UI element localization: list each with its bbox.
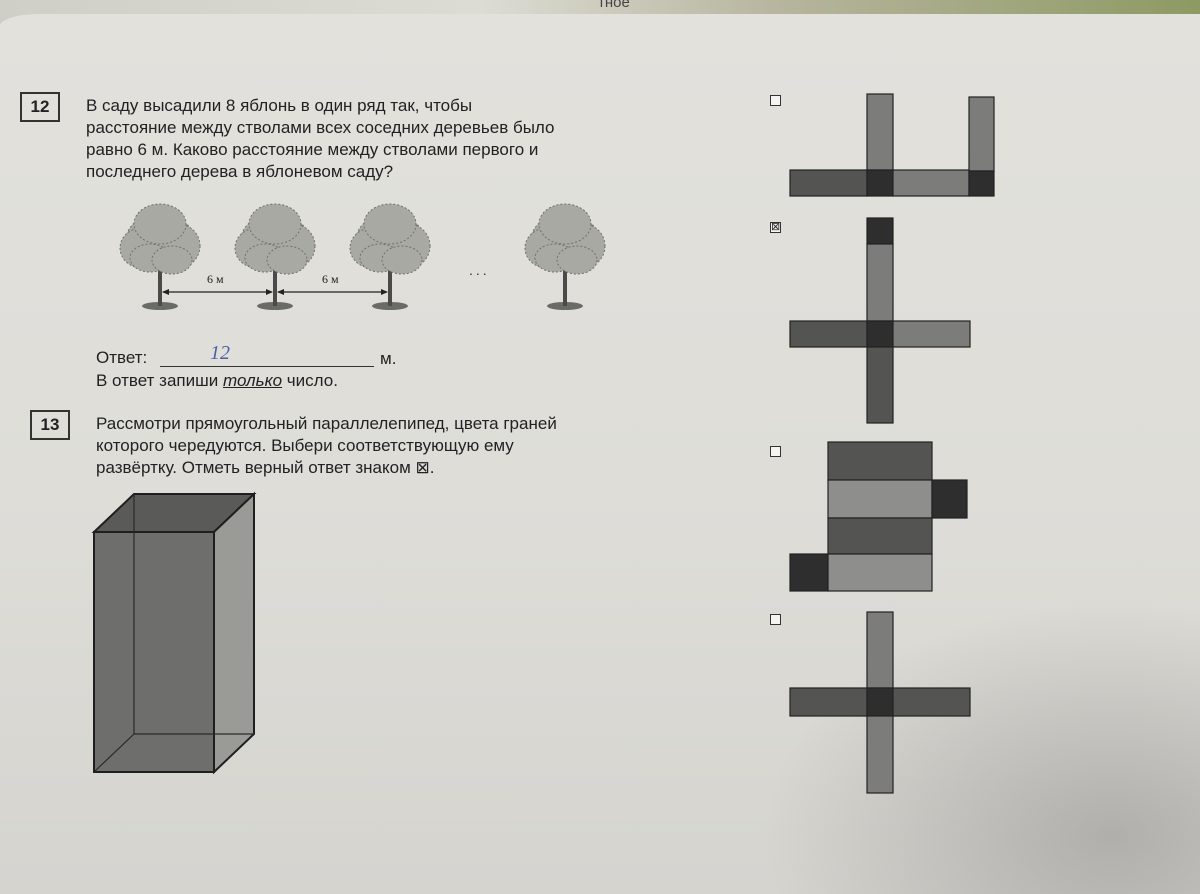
answer-input[interactable]: 12 xyxy=(210,342,230,364)
header-fragment: тное xyxy=(598,0,630,11)
net-face xyxy=(867,688,893,716)
net-face xyxy=(828,518,932,554)
task-12-line: равно 6 м. Каково расстояние между стволами первого и xyxy=(86,140,539,159)
task-13-text xyxy=(96,413,614,479)
net-face xyxy=(828,442,932,480)
front-face xyxy=(94,532,214,772)
distance-label-2: 6 м xyxy=(322,272,339,286)
option-2-checkbox[interactable]: ⊠ xyxy=(771,221,781,233)
arrow-head xyxy=(277,289,284,295)
answer-label: Ответ: xyxy=(96,348,148,367)
tree-crown xyxy=(382,246,422,274)
task-12-line: последнего дерева в яблоневом саду? xyxy=(86,162,394,181)
task-13-line: Рассмотри прямоугольный параллелепипед, цвета граней xyxy=(96,414,557,433)
net-option-2 xyxy=(790,218,972,426)
net-face xyxy=(867,244,893,321)
net-option-3 xyxy=(790,442,970,594)
net-face xyxy=(867,218,893,244)
answer-unit: м. xyxy=(380,349,397,368)
tree-crown xyxy=(152,246,192,274)
tree-crown xyxy=(267,246,307,274)
tree-crown xyxy=(249,204,301,244)
net-option-4 xyxy=(790,612,972,796)
instruction-text: число. xyxy=(282,371,338,390)
tree-crown xyxy=(364,204,416,244)
task-12-number: 12 xyxy=(20,92,60,122)
net-face xyxy=(867,170,893,196)
answer-instruction xyxy=(96,370,338,392)
answer-line xyxy=(160,366,374,367)
option-4-checkbox[interactable] xyxy=(770,614,781,625)
net-face xyxy=(828,480,932,518)
parallelepiped-figure xyxy=(90,490,260,780)
arrow-head xyxy=(266,289,273,295)
net-face xyxy=(932,480,967,518)
side-face xyxy=(214,494,254,772)
ellipsis: ... xyxy=(469,262,490,278)
net-face xyxy=(828,554,932,591)
task-13-line: развёртку. Отметь верный ответ знаком ⊠. xyxy=(96,458,435,477)
instruction-emphasis: только xyxy=(222,371,283,390)
net-face xyxy=(867,321,893,347)
net-face xyxy=(893,170,969,196)
net-face xyxy=(790,554,828,591)
distance-label-1: 6 м xyxy=(207,272,224,286)
net-face xyxy=(867,94,893,170)
task-12-line: расстояние между стволами всех соседних деревьев было xyxy=(86,118,555,137)
option-1-checkbox[interactable] xyxy=(770,95,781,106)
net-face xyxy=(790,688,867,716)
net-face xyxy=(969,171,994,196)
tree-crown xyxy=(557,246,597,274)
apple-trees-illustration xyxy=(100,200,620,320)
net-face xyxy=(867,612,893,688)
instruction-text: В ответ запиши xyxy=(96,371,223,390)
net-face xyxy=(790,321,867,347)
net-face xyxy=(893,321,970,347)
net-option-1 xyxy=(790,94,996,200)
net-face xyxy=(867,347,893,423)
task-12-line: В саду высадили 8 яблонь в один ряд так, чтобы xyxy=(86,96,473,115)
net-face xyxy=(893,688,970,716)
task-13-line: которого чередуются. Выбери соответствующую ему xyxy=(96,436,514,455)
arrow-head xyxy=(162,289,169,295)
arrow-head xyxy=(381,289,388,295)
net-face xyxy=(969,97,994,171)
net-face xyxy=(867,716,893,793)
task-12-text xyxy=(86,95,614,183)
net-face xyxy=(790,170,867,196)
tree-crown xyxy=(134,204,186,244)
tree-crown xyxy=(539,204,591,244)
task-13-number: 13 xyxy=(30,410,70,440)
option-3-checkbox[interactable] xyxy=(770,446,781,457)
